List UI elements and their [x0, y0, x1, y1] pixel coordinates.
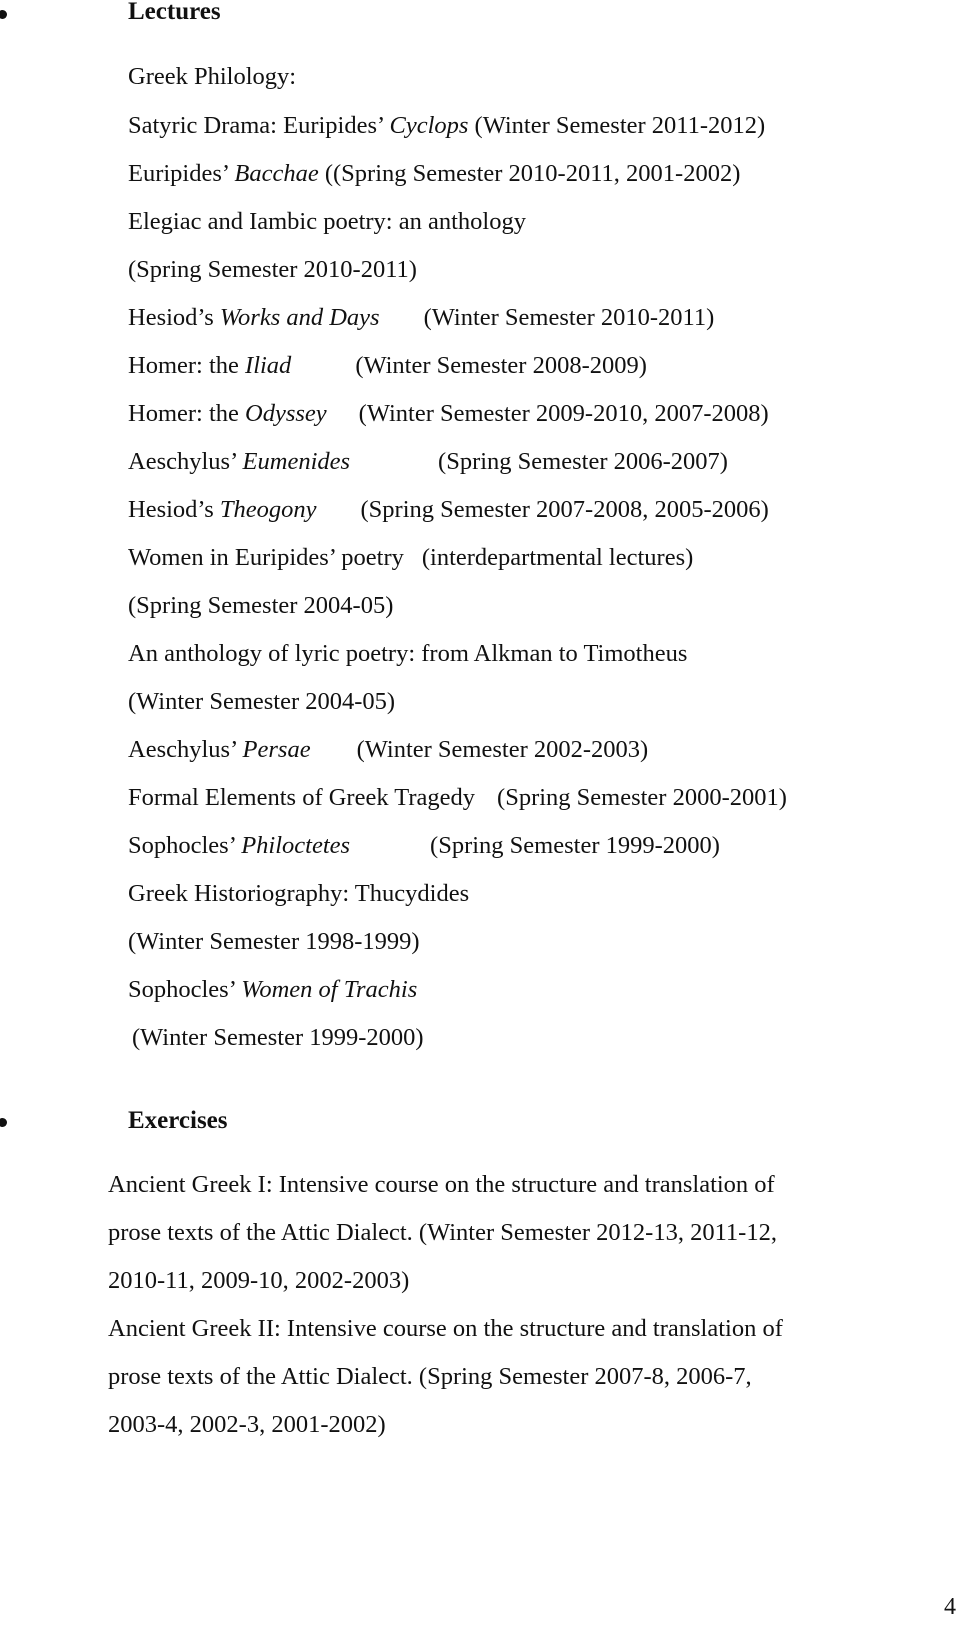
- page-number: 4: [944, 1594, 956, 1620]
- exercise-line: prose texts of the Attic Dialect. (Spring Semester 2007-8, 2006-7,: [108, 1363, 752, 1390]
- lecture-item: Homer: the Odyssey (Winter Semester 2009-2010, 2007-2008): [128, 400, 769, 427]
- section-title-exercises: Exercises: [128, 1107, 228, 1134]
- exercise-line: 2003-4, 2002-3, 2001-2002): [108, 1411, 386, 1438]
- exercise-line: 2010-11, 2009-10, 2002-2003): [108, 1267, 410, 1294]
- lecture-item: Euripides’ Bacchae ((Spring Semester 2010-2011, 2001-2002): [128, 160, 741, 187]
- lecture-item: Homer: the Iliad (Winter Semester 2008-2009): [128, 352, 647, 379]
- lectures-subheading: Greek Philology:: [128, 63, 297, 90]
- lecture-item: An anthology of lyric poetry: from Alkman to Timotheus: [128, 640, 688, 667]
- lecture-item: (Spring Semester 2010-2011): [128, 256, 417, 283]
- lecture-item: Hesiod’s Works and Days (Winter Semester 2010-2011): [128, 304, 715, 331]
- lecture-item: Satyric Drama: Euripides’ Cyclops (Winter Semester 2011-2012): [128, 112, 766, 139]
- lecture-item: Elegiac and Iambic poetry: an anthology: [128, 208, 526, 235]
- lecture-item: (Spring Semester 2004-05): [128, 592, 394, 619]
- lecture-item: Formal Elements of Greek Tragedy (Spring Semester 2000-2001): [128, 784, 787, 811]
- lecture-item: (Winter Semester 2004-05): [128, 688, 396, 715]
- lecture-item: Hesiod’s Theogony (Spring Semester 2007-2008, 2005-2006): [128, 496, 769, 523]
- lecture-item: (Winter Semester 1999-2000): [132, 1024, 424, 1051]
- exercise-line: Ancient Greek II: Intensive course on the structure and translation of: [108, 1315, 783, 1342]
- lecture-item: Women in Euripides’ poetry (interdepartmental lectures): [128, 544, 694, 571]
- lecture-item: Greek Historiography: Thucydides: [128, 880, 470, 907]
- lecture-item: Aeschylus’ Persae (Winter Semester 2002-2003): [128, 736, 649, 763]
- section-title-lectures: Lectures: [128, 0, 221, 25]
- bullet-exercises: [0, 1115, 12, 1129]
- exercise-line: prose texts of the Attic Dialect. (Winter Semester 2012-13, 2011-12,: [108, 1219, 777, 1246]
- bullet-lectures: [0, 7, 12, 21]
- lecture-item: (Winter Semester 1998-1999): [128, 928, 420, 955]
- lecture-item: Sophocles’ Women of Trachis: [128, 976, 418, 1003]
- exercise-line: Ancient Greek I: Intensive course on the structure and translation of: [108, 1171, 775, 1198]
- lecture-item: Sophocles’ Philoctetes (Spring Semester 1999-2000): [128, 832, 720, 859]
- lecture-item: Aeschylus’ Eumenides (Spring Semester 2006-2007): [128, 448, 728, 475]
